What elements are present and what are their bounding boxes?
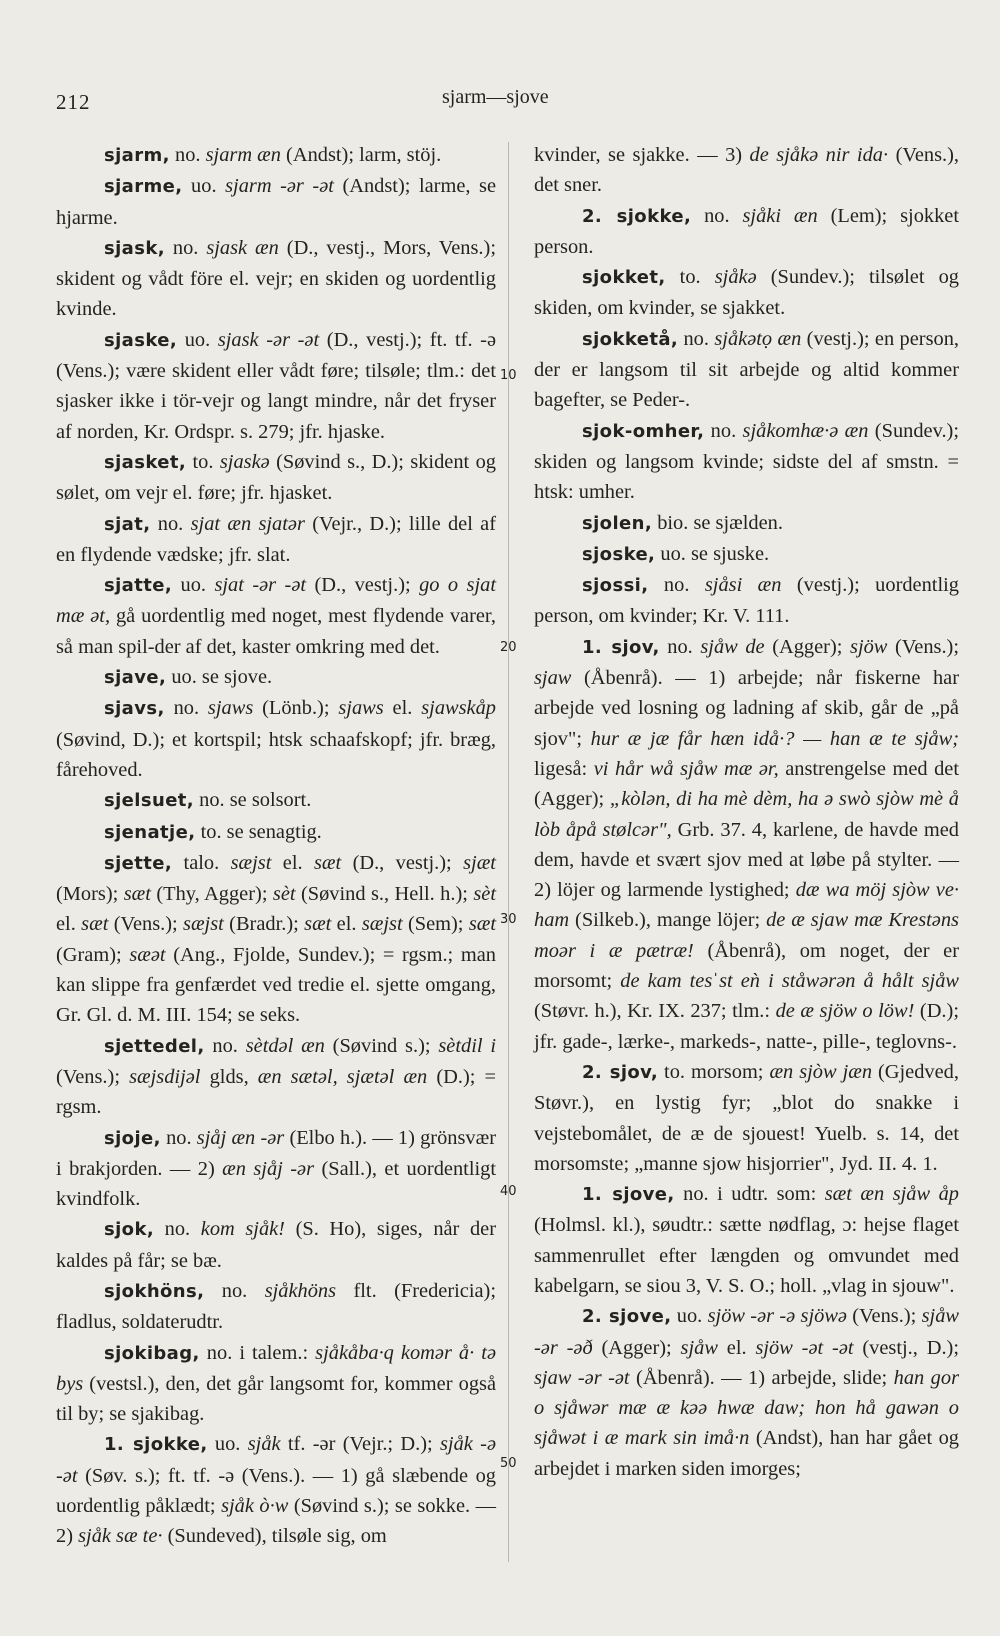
entry-text: (Vens.);: [887, 635, 960, 658]
entry-text: el.: [271, 851, 314, 874]
dictionary-entry: [56, 570, 496, 662]
dialect-form: sjawskåp: [421, 697, 496, 720]
entry-text: to.: [186, 450, 220, 473]
dialect-form: sjåw de: [700, 635, 765, 658]
dialect-form: sjåkətọ æn: [714, 327, 802, 350]
dialect-form: sèt: [272, 883, 296, 906]
dictionary-entry: [534, 1301, 959, 1484]
dialect-form: sjåw -ər -əð: [534, 1305, 959, 1359]
entry-text: (Åbenrå). — 1) arbejde; når fiskerne har arbejde ved losning og ladning af skib, går de „på sjov";: [534, 667, 959, 750]
entry-text: no.: [169, 144, 206, 166]
entry-text: (Lönb.);: [253, 697, 339, 720]
entry-headword: 2. sjokke,: [582, 205, 692, 227]
entry-text: no.: [648, 574, 705, 597]
dictionary-entry: [56, 1276, 496, 1338]
dialect-form: sjat -ər -ət: [214, 574, 307, 597]
dialect-form: sjåkåba·q komər å· tə bys: [56, 1341, 496, 1395]
dialect-form: sæjst: [183, 913, 224, 936]
entry-text: to.: [665, 266, 715, 289]
dictionary-entry: [56, 233, 496, 325]
dictionary-entry: [534, 632, 959, 1057]
entry-text: (D.); jfr. gade-, lærke-, markeds-, natte-, pille-, teglovns-.: [534, 1000, 959, 1053]
entry-text: (Søvind s., D.); skident og sølet, om vejr el. føre; jfr. hjasket.: [56, 450, 496, 505]
dialect-form: sjaskə: [219, 450, 270, 473]
dictionary-entry: [534, 416, 959, 508]
entry-headword: 1. sjokke,: [104, 1434, 208, 1456]
dialect-form: sjask -ər -ət: [217, 328, 320, 351]
dialect-form: sjask æn: [206, 236, 279, 259]
entry-text: (D., vestj.); ft. tf. -ə (Vens.); være skident eller vådt føre; tilsøle; tlm.: det sjasker ikke i tör-vejr og langt mindre, når det fryser af norden, Kr. Ordspr. s. 279; jfr. hjaske.: [56, 328, 497, 443]
entry-text: (D.); = rgsm.: [56, 1065, 496, 1119]
entry-text: (vestsl.), den, det går langsomt for, kommer også til by; se sjakibag.: [56, 1372, 496, 1426]
dictionary-entry: [56, 848, 496, 1031]
entry-headword: sjave,: [104, 667, 167, 689]
entry-text: (Gram);: [56, 943, 130, 966]
dialect-form: sæt: [313, 851, 342, 874]
dictionary-entry: [56, 447, 496, 509]
entry-text: (Sundev.); skiden og langsom kvinde; sidste del af smstn. = htsk: umher.: [534, 419, 959, 504]
entry-text: (Andst), han har gået og arbejdet i marken siden imorges;: [534, 1427, 960, 1480]
entry-text: tf. -ər (Vejr.; D.);: [280, 1433, 440, 1456]
entry-headword: sjokibag,: [104, 1342, 200, 1364]
entry-text: no.: [704, 419, 743, 442]
entry-headword: sjossi,: [582, 575, 649, 597]
entry-text: no.: [204, 1034, 246, 1057]
entry-headword: sjarme,: [104, 176, 183, 198]
entry-text: no.: [164, 236, 207, 259]
entry-text: kvinder, se sjakke. — 3): [534, 144, 750, 166]
entry-headword: sjok,: [104, 1219, 155, 1241]
entry-headword: sjatte,: [104, 575, 173, 597]
entry-text: (Lem); sjokket person.: [534, 204, 960, 258]
entry-headword: sjarm,: [104, 145, 170, 166]
dialect-form: sæt: [468, 913, 497, 936]
dictionary-entry: [56, 1429, 496, 1551]
dictionary-entry: [56, 140, 496, 171]
dialect-form: sjåw: [680, 1336, 718, 1359]
dictionary-entry: [56, 1031, 496, 1123]
dialect-form: sjæt: [463, 851, 496, 874]
dictionary-entry: [56, 509, 496, 571]
entry-text: (Holmsl. kl.), søudtr.: sætte nødflag, ɔ: hejse flaget sammenrullet efter længden og omvundet med kabelgarn, se siou 3, V. S. O.; holl. „vlag in sjouw".: [534, 1214, 959, 1297]
entry-text: (Sundev.); tilsølet og skiden, om kvinder, se sjakket.: [534, 266, 959, 320]
dialect-form: sæət: [129, 943, 166, 966]
entry-text: (Agger);: [764, 635, 851, 658]
dialect-form: de æ sjaw mæ Krestəns moər i æ pætræ!: [534, 909, 959, 962]
entry-text: (S. Ho), siges, når der kaldes på får; se bæ.: [56, 1218, 496, 1272]
entry-headword: sjoje,: [104, 1127, 161, 1149]
entry-headword: sjask,: [104, 237, 165, 259]
entry-text: (Thy, Agger);: [150, 883, 273, 906]
dialect-form: sjaw: [534, 667, 572, 690]
dialect-form: sjåki æn: [742, 204, 818, 227]
entry-text: no.: [160, 1126, 197, 1149]
entry-text: (Åbenrå). — 1) arbejde, slide;: [629, 1366, 894, 1389]
dictionary-entry: [534, 201, 959, 263]
entry-text: flt. (Fredericia); fladlus, soldaterudtr.: [56, 1279, 496, 1334]
page-number: 212: [56, 90, 91, 114]
entry-text: no. i talem.:: [199, 1341, 316, 1364]
entry-text: (D., vestj.);: [306, 574, 420, 597]
dialect-form: sjåkə: [714, 266, 757, 289]
running-head: sjarm—sjove: [442, 86, 549, 108]
dialect-form: sjarm -ər -ət: [225, 175, 334, 198]
dialect-form: sjaw -ər -ət: [534, 1366, 630, 1389]
left-column: [56, 140, 496, 1552]
entry-headword: sjat,: [104, 513, 151, 535]
entry-text: el.: [717, 1336, 756, 1359]
entry-text: (Sem);: [402, 913, 469, 936]
dialect-form: æn sjåj -ər: [222, 1157, 315, 1180]
entry-text: (Sundeved), tilsøle sig, om: [162, 1525, 387, 1548]
dialect-form: sjåk ò·w: [221, 1495, 289, 1518]
entry-headword: sjenatje,: [104, 821, 196, 843]
entry-text: no.: [154, 1218, 201, 1241]
dialect-form: sètdəl æn: [245, 1034, 325, 1057]
dictionary-entry: [534, 324, 959, 416]
entry-headword: 2. sjov,: [582, 1061, 659, 1083]
entry-text: (Søvind s.);: [324, 1034, 439, 1057]
entry-text: (Søv. s.); ft. tf. -ə (Vens.). — 1) gå slæbende og uordentlig påklædt;: [56, 1464, 496, 1518]
dialect-form: sæjsdijəl: [129, 1065, 201, 1088]
dictionary-entry: [56, 171, 496, 233]
dialect-form: sjöw: [850, 635, 888, 658]
dictionary-entry: [56, 817, 496, 848]
entry-text: uo.: [182, 175, 226, 198]
dialect-form: de kam tesˈst eǹ i ståwərən å hålt sjåw: [620, 970, 960, 993]
entry-text: (Silkeb.), mange löjer;: [569, 909, 767, 932]
entry-headword: 2. sjove,: [582, 1306, 672, 1328]
entry-text: uo.: [172, 574, 215, 597]
dialect-form: æn sjòw jæn: [769, 1060, 873, 1083]
dictionary-entry: [56, 1338, 496, 1430]
entry-headword: sjok-omher,: [582, 420, 705, 442]
entry-text: (vestj., D.);: [853, 1336, 959, 1359]
entry-text: no.: [678, 327, 715, 350]
entry-text: talo.: [172, 851, 231, 874]
entry-text: no.: [204, 1279, 265, 1302]
entry-text: glds,: [200, 1065, 258, 1088]
dialect-form: kom sjåk!: [200, 1218, 285, 1241]
dialect-form: „kòlən, di ha mè dèm, ha ə swò sjòw mè å lòb åpå stølcər",: [534, 788, 959, 841]
entry-headword: sjasket,: [104, 451, 187, 473]
entry-text: (Ang., Fjolde, Sundev.); = rgsm.; man kan slippe fra genfærdet ved tredie el. sjette omgang, Gr. Gl. d. M. III. 154; se seks.: [56, 943, 496, 1027]
entry-text: (Andst); larme, se hjarme.: [56, 175, 497, 229]
entry-text: (Søvind s.); se sokke. — 2): [56, 1495, 496, 1548]
dialect-form: sjåk sæ te·: [78, 1525, 163, 1548]
dialect-form: sjåk -ə -ət: [56, 1433, 496, 1487]
entry-text: (vestj.); en person, der er langsom til sit arbejde og altid kommer bagefter, se Peder-.: [534, 327, 959, 412]
dialect-form: sæt: [81, 913, 109, 936]
entry-text: no.: [150, 512, 191, 535]
entry-text: no. se solsort.: [194, 789, 312, 812]
entry-headword: sjolen,: [582, 512, 653, 534]
entry-text: (Åbenrå), om noget, der er morsomt;: [534, 939, 959, 993]
dialect-form: sjöw -ər -ə sjöwə: [707, 1305, 847, 1328]
dialect-form: sèt: [473, 883, 496, 906]
dialect-form: sjåj æn -ər: [196, 1126, 285, 1149]
dialect-form: hur æ jæ får hæn idå·? — han æ te sjåw;: [590, 727, 960, 750]
entry-text: (D., vestj., Mors, Vens.); skident og vådt före el. vejr; en skiden og uordentlig kvinde.: [56, 236, 496, 321]
dictionary-entry: [534, 508, 959, 539]
dialect-form: sjåsi æn: [704, 574, 782, 597]
entry-text: (Vens.);: [846, 1305, 922, 1328]
dialect-form: sæjst: [361, 913, 403, 936]
entry-text: el.: [56, 913, 82, 936]
dialect-form: sæjst: [230, 851, 272, 874]
entry-text: (Søvind s., Hell. h.);: [295, 883, 474, 906]
entry-text: (Vens.);: [108, 913, 184, 936]
entry-text: bio. se sjælden.: [652, 511, 783, 534]
line-number: 10: [500, 368, 517, 383]
entry-text: ligeså:: [534, 757, 594, 780]
dictionary-entry: [534, 539, 959, 570]
line-number: 30: [500, 912, 517, 927]
dictionary-entry: [56, 693, 496, 785]
entry-text: (Agger);: [592, 1336, 681, 1359]
dialect-form: sjåkomhæ·ə æn: [742, 419, 869, 442]
dialect-form: sjarm æn: [205, 144, 281, 166]
entry-text: uo.: [671, 1305, 708, 1328]
entry-headword: sjokketå,: [582, 328, 679, 350]
entry-text: (Sall.), et uordentligt kvindfolk.: [56, 1157, 497, 1211]
entry-text: (Søvind, D.); et kortspil; htsk schaafskopf; jfr. bræg, fårehoved.: [56, 728, 496, 781]
entry-text: (Mors);: [56, 883, 124, 906]
entry-text: el.: [383, 697, 422, 720]
dictionary-entry: [534, 140, 959, 201]
dialect-form: de sjåkə nir ida·: [749, 144, 889, 166]
dictionary-entry: [534, 1179, 959, 1301]
entry-text: uo. se sjuske.: [655, 542, 770, 565]
column-divider: [508, 142, 509, 1562]
dialect-form: sjåk: [247, 1433, 281, 1456]
entry-text: no.: [164, 697, 208, 720]
dialect-form: æn sætəl, sjætəl æn: [257, 1065, 428, 1088]
dictionary-entry: [56, 662, 496, 693]
dictionary-entry: [56, 1214, 496, 1276]
dictionary-entry: [534, 1057, 959, 1179]
entry-text: (Andst); larm, stöj.: [280, 144, 442, 166]
entry-text: (Vens.), det sner.: [534, 144, 959, 197]
dialect-form: sètdil i: [438, 1034, 496, 1057]
dictionary-entry: [534, 570, 959, 632]
dialect-form: sæt æn sjåw åp: [824, 1183, 959, 1206]
entry-text: anstrengelse med det (Agger);: [534, 757, 960, 811]
dialect-form: sjöw -ət -ət: [755, 1336, 854, 1359]
entry-text: (Vens.);: [56, 1065, 130, 1088]
entry-headword: sjette,: [104, 852, 173, 874]
entry-text: (Støvr. h.), Kr. IX. 237; tlm.:: [534, 1000, 776, 1023]
entry-text: el.: [331, 913, 362, 936]
entry-headword: sjettedel,: [104, 1035, 205, 1057]
entry-text: uo.: [207, 1433, 248, 1456]
dictionary-entry: [56, 325, 496, 447]
entry-text: to. se senagtig.: [195, 820, 322, 843]
entry-headword: sjavs,: [104, 698, 165, 720]
entry-text: (Vejr., D.); lille del af en flydende vædske; jfr. slat.: [56, 512, 496, 566]
entry-text: gå uordentlig med noget, mest flydende varer, så man spil-der af det, kaster omkring med det.: [56, 605, 496, 658]
entry-text: no. i udtr. som:: [674, 1183, 825, 1206]
dictionary-entry: [56, 785, 496, 816]
entry-text: no.: [659, 635, 701, 658]
entry-text: to. morsom;: [658, 1060, 770, 1083]
dialect-form: han gor o sjåwər mæ æ kəə hwæ daw; hon hå gawən o sjåwət i æ mark sin imå·n: [534, 1366, 960, 1450]
entry-headword: sjokket,: [582, 267, 666, 289]
dialect-form: sæt: [123, 883, 151, 906]
entry-text: uo.: [177, 328, 218, 351]
dialect-form: vi hår wå sjåw mæ ər,: [593, 757, 779, 780]
line-number: 40: [500, 1184, 517, 1199]
entry-headword: 1. sjove,: [582, 1184, 675, 1206]
dictionary-entry: [534, 262, 959, 324]
line-number: 50: [500, 1456, 517, 1471]
entry-headword: 1. sjov,: [582, 636, 660, 658]
dialect-form: sjat æn sjatər: [190, 512, 305, 535]
dictionary-entry: [56, 1123, 496, 1215]
entry-headword: sjelsuet,: [104, 790, 195, 812]
dialect-form: de æ sjöw o löw!: [775, 1000, 915, 1023]
right-column: [534, 140, 959, 1484]
entry-text: no.: [691, 204, 743, 227]
dialect-form: go o sjat mæ ət,: [56, 574, 496, 628]
dialect-form: sjaws: [207, 697, 254, 720]
dialect-form: sjåkhöns: [264, 1279, 337, 1302]
entry-text: (Bradr.);: [223, 913, 305, 936]
entry-text: Grb. 37. 4, karlene, de havde med dem, havde et svært sjov med at løbe på stylter. — 2) löjer og larmende lystighed;: [534, 818, 959, 902]
entry-text: (vestj.); uordentlig person, om kvinder; Kr. V. 111.: [534, 574, 959, 628]
entry-text: (Gjedved, Støvr.), en lystig fyr; „blot do snakke i vejstebomålet, de æ de sjouest! Yuelb. s. 14, det morsomste; „manne sjow hisjorrier", Jyd. II. 4. 1.: [534, 1060, 959, 1175]
entry-text: (Elbo h.). — 1) grönsvær i brakjorden. — 2): [56, 1126, 497, 1180]
line-number: 20: [500, 640, 517, 655]
entry-text: (D., vestj.);: [341, 851, 464, 874]
dialect-form: sæt: [304, 913, 332, 936]
dialect-form: dæ wa möj sjòw ve· ham: [534, 879, 959, 932]
entry-text: uo. se sjove.: [166, 666, 273, 689]
entry-headword: sjoske,: [582, 543, 656, 565]
dialect-form: sjaws: [338, 697, 384, 720]
entry-headword: sjokhöns,: [104, 1280, 205, 1302]
entry-headword: sjaske,: [104, 329, 178, 351]
